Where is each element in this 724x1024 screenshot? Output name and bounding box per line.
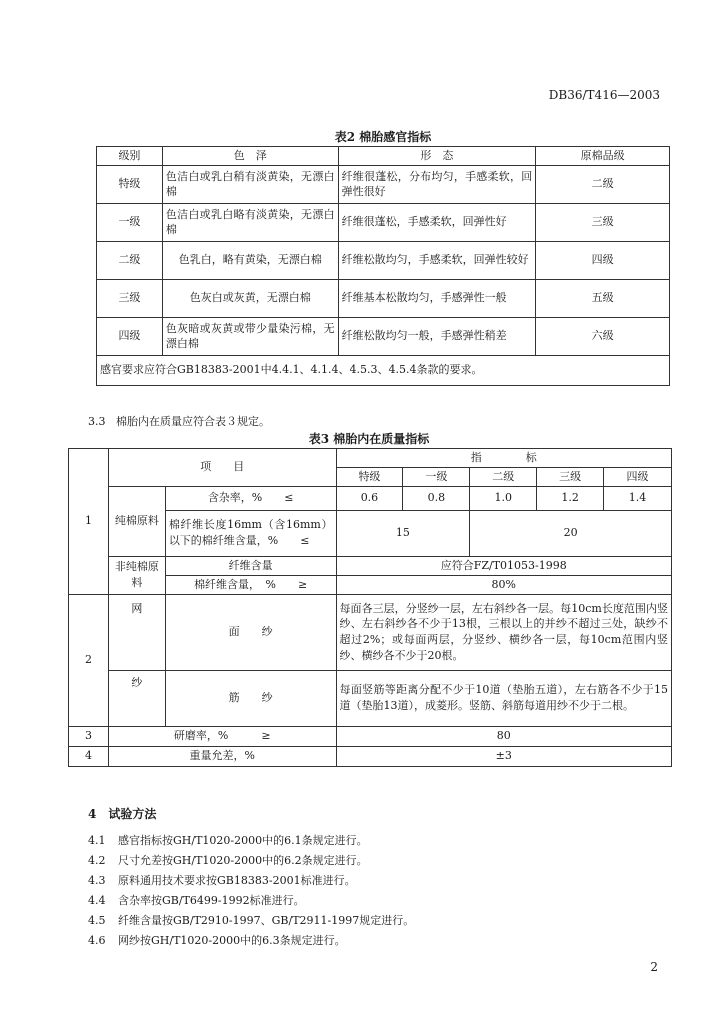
method-number: 4.1 [88,834,106,847]
grade-cell: 二级 [97,241,163,279]
grade-header: 二级 [470,467,537,486]
color-cell: 色洁白或乳白略有淡黄染，无漂白棉 [162,203,338,241]
short-fiber-value: 20 [470,510,672,556]
table-row [69,556,672,575]
impurity-value: 1.4 [604,486,672,510]
paragraph-3-3 [88,413,270,429]
non-pure-cotton-label: 非纯棉原料 [108,556,165,594]
page-number: 2 [650,960,658,974]
net-label-top: 网 [108,594,165,670]
raw-grade-cell: 五级 [536,279,670,317]
paragraph-number: 3.3 [88,415,106,428]
method-item [88,932,346,948]
table2-header-raw-grade: 原棉品级 [536,147,670,166]
method-number: 4.4 [88,894,106,907]
rib-yarn-text: 每面竖筋等距离分配不少于10道（垫胎五道），左右筋各不少于15道（垫胎13道），成菱形。竖筋、斜筋每道用纱不少于二根。 [336,670,672,726]
fiber-content-label: 纤维含量 [165,556,336,575]
color-cell: 色灰白或灰黄，无漂白棉 [162,279,338,317]
item-number-2: 2 [69,594,109,726]
table2-caption: 表2 棉胎感官指标 [334,130,432,144]
grade-header: 一级 [403,467,470,486]
method-text: 感官指标按GH/T1020-2000中的6.1条规定进行。 [118,834,368,847]
method-item [88,912,414,928]
method-text: 纤维含量按GB/T2910-1997、GB/T2911-1997规定进行。 [118,914,415,927]
grade-cell: 特级 [97,165,163,203]
raw-grade-cell: 四级 [536,241,670,279]
impurity-value: 1.2 [537,486,604,510]
table2-header-color: 色 泽 [162,147,338,166]
form-cell: 纤维松散均匀一般，手感弹性稍差 [338,317,536,355]
grade-cell: 三级 [97,279,163,317]
grade-header: 特级 [336,467,403,486]
form-cell: 纤维很蓬松，手感柔软，回弹性好 [338,203,536,241]
method-number: 4.6 [88,934,106,947]
method-text: 网纱按GH/T1020-2000中的6.3条规定进行。 [118,934,346,947]
section-4-title: 4 试验方法 [88,807,157,821]
document-number: DB36/T416—2003 [548,88,660,102]
short-fiber-label: 棉纤维长度16mm（含16mm）以下的棉纤维含量，% ≤ [165,510,336,556]
grade-header: 三级 [537,467,604,486]
pure-cotton-label: 纯棉原料 [108,486,165,556]
method-number: 4.2 [88,854,106,867]
item-number-1: 1 [69,449,109,595]
color-cell: 色乳白，略有黄染，无漂白棉 [162,241,338,279]
table2-header-form: 形 态 [338,147,536,166]
table2-note: 感官要求应符合GB18383-2001中4.4.1、4.1.4、4.5.3、4.5.4条款的要求。 [97,355,670,385]
method-item [88,872,356,888]
item-number-3: 3 [69,726,109,746]
method-item [88,832,368,848]
method-text: 含杂率按GB/T6499-1992标准进行。 [118,894,305,907]
method-number: 4.3 [88,874,106,887]
table-row [97,279,670,317]
form-cell: 纤维很蓬松，分布均匀，手感柔软，回弹性很好 [338,165,536,203]
grinding-value: 80 [336,726,672,746]
short-fiber-value: 15 [336,510,470,556]
paragraph-text: 棉胎内在质量应符合表３规定。 [116,415,270,428]
weight-tolerance-value: ±3 [336,746,672,766]
grinding-label: 研磨率，% ≥ [108,726,336,746]
method-item [88,852,368,868]
method-text: 尺寸允差按GH/T1020-2000中的6.2条规定进行。 [118,854,368,867]
form-cell: 纤维基本松散均匀，手感弹性一般 [338,279,536,317]
fiber-content-value: 应符合FZ/T01053-1998 [336,556,672,575]
table2-header-grade: 级别 [97,147,163,166]
grade-cell: 四级 [97,317,163,355]
color-cell: 色洁白或乳白稍有淡黄染，无漂白棉 [162,165,338,203]
impurity-label: 含杂率，% ≤ [165,486,336,510]
table3-caption: 表3 棉胎内在质量指标 [308,432,430,446]
form-cell: 纤维松散均匀，手感柔软，回弹性较好 [338,241,536,279]
table3-header-item: 项 目 [108,449,336,487]
impurity-value: 1.0 [470,486,537,510]
rib-yarn-label: 筋 纱 [165,670,336,726]
item-number-4: 4 [69,746,109,766]
method-text: 原料通用技术要求按GB18383-2001标准进行。 [118,874,356,887]
impurity-value: 0.8 [403,486,470,510]
color-cell: 色灰暗或灰黄或带少量染污棉，无漂白棉 [162,317,338,355]
impurity-value: 0.6 [336,486,403,510]
net-label-bottom: 纱 [108,670,165,726]
surface-yarn-label: 面 纱 [165,594,336,670]
table-row [69,670,672,726]
table-row [69,486,672,510]
raw-grade-cell: 六级 [536,317,670,355]
method-item [88,892,305,908]
weight-tolerance-label: 重量允差，% [108,746,336,766]
raw-grade-cell: 二级 [536,165,670,203]
table-row [97,317,670,355]
raw-grade-cell: 三级 [536,203,670,241]
table2 [96,146,670,386]
table-row [69,746,672,766]
method-number: 4.5 [88,914,106,927]
table-row [69,594,672,670]
table-row [69,726,672,746]
table-row [97,165,670,203]
cotton-fiber-value: 80% [336,575,672,594]
cotton-fiber-label: 棉纤维含量， % ≥ [165,575,336,594]
surface-yarn-text: 每面各三层，分竖纱一层，左右斜纱各一层。每10cm长度范围内竖纱、左右斜纱各不少于13根，三根以上的并纱不超过三处，缺纱不超过2%；或每面两层，分竖纱、横纱各一层，每10cm范围内竖纱、横纱各不少于20根。 [336,594,672,670]
table3-header-index: 指 标 [336,449,672,468]
table-row [97,203,670,241]
grade-cell: 一级 [97,203,163,241]
grade-header: 四级 [604,467,672,486]
table-row [97,241,670,279]
table3 [68,448,672,767]
